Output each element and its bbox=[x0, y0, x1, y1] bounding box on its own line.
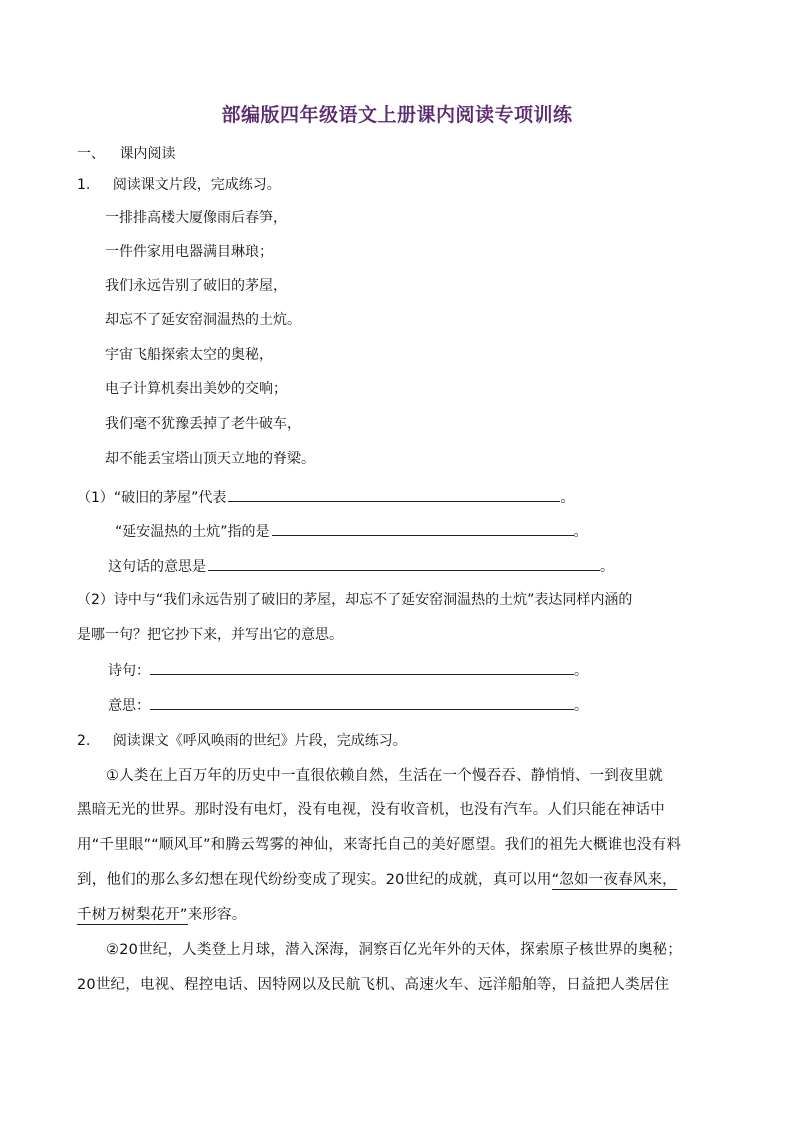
passage-line: ①人类在上百万年的历史中一直很依赖自然，生活在一个慢吞吞、静悄悄、一到夜里就 bbox=[106, 768, 664, 784]
question-number: 1. bbox=[77, 177, 91, 193]
meaning-answer-row bbox=[108, 694, 588, 716]
subquestion-2-line2: 是哪一句？把它抄下来，并写出它的意思。 bbox=[77, 627, 343, 643]
subquestion-1a bbox=[77, 486, 574, 508]
verse-answer-row bbox=[108, 659, 588, 681]
poem-line: 却不能丢宝塔山顶天立地的脊梁。 bbox=[105, 451, 315, 467]
question-number: 2. bbox=[77, 733, 91, 749]
answer-blank[interactable] bbox=[228, 486, 560, 502]
subquestion-prompt: “延安温热的土炕”指的是 bbox=[115, 524, 270, 540]
answer-blank[interactable] bbox=[272, 520, 574, 536]
meaning-label: 意思： bbox=[108, 698, 150, 714]
poem-line: 一排排高楼大厦像雨后春笋， bbox=[105, 210, 287, 226]
poem-line: 我们永远告别了破旧的茅屋， bbox=[105, 278, 287, 294]
section-label: 课内阅读 bbox=[119, 146, 176, 162]
section-number: 一、 bbox=[77, 146, 105, 162]
verse-label: 诗句： bbox=[108, 663, 150, 679]
passage-line: 用“千里眼”“顺风耳”和腾云驾雾的神仙，来寄托自己的美好愿望。我们的祖先大概谁也没有料 bbox=[77, 837, 682, 853]
subquestion-2-line1: （2）诗中与“我们永远告别了破旧的茅屋，却忘不了延安窑洞温热的土炕”表达同样内涵的 bbox=[77, 592, 633, 608]
poem-line: 却忘不了延安窑洞温热的土炕。 bbox=[105, 312, 301, 328]
subquestion-prompt: 这句话的意思是 bbox=[108, 559, 206, 575]
question-2-heading bbox=[77, 731, 407, 751]
question-1-heading bbox=[77, 175, 281, 195]
period: 。 bbox=[560, 490, 575, 506]
question-instruction: 阅读课文片段，完成练习。 bbox=[112, 177, 281, 193]
question-instruction: 阅读课文《呼风唤雨的世纪》片段，完成练习。 bbox=[112, 733, 407, 749]
subquestion-prompt: “破旧的茅屋”代表 bbox=[113, 490, 227, 506]
answer-blank[interactable] bbox=[208, 555, 600, 571]
passage-line bbox=[77, 870, 677, 890]
period: 。 bbox=[574, 663, 588, 679]
poem-line: 我们毫不犹豫丢掉了老牛破车， bbox=[105, 416, 301, 432]
passage-line: 黑暗无光的世界。那时没有电灯，没有电视，没有收音机，也没有汽车。人们只能在神话中 bbox=[77, 802, 665, 818]
subquestion-1c bbox=[108, 555, 614, 577]
passage-line bbox=[77, 905, 246, 925]
period: 。 bbox=[574, 698, 588, 714]
meaning-answer-blank[interactable] bbox=[150, 694, 574, 710]
subquestion-number: （1） bbox=[77, 490, 114, 506]
period: 。 bbox=[600, 559, 614, 575]
underlined-quote: 千树万树梨花开” bbox=[77, 907, 188, 923]
verse-answer-blank[interactable] bbox=[150, 659, 574, 675]
underlined-quote: “忽如一夜春风来， bbox=[551, 872, 677, 888]
passage-text: 到，他们的那么多幻想在现代纷纷变成了现实。20世纪的成就，真可以用 bbox=[77, 872, 552, 888]
poem-line: 宇宙飞船探索太空的奥秘， bbox=[105, 347, 273, 363]
passage-line: ②20世纪，人类登上月球，潜入深海，洞察百亿光年外的天体，探索原子核世界的奥秘； bbox=[106, 942, 682, 958]
section-heading bbox=[77, 144, 175, 164]
subquestion-1b bbox=[115, 520, 588, 542]
period: 。 bbox=[573, 524, 588, 540]
poem-line: 电子计算机奏出美妙的交响； bbox=[105, 381, 287, 397]
passage-text: 来形容。 bbox=[187, 907, 247, 923]
passage-line: 20世纪，电视、程控电话、因特网以及民航飞机、高速火车、远洋船舶等，日益把人类居住 bbox=[77, 977, 670, 993]
poem-line: 一件件家用电器满目琳琅； bbox=[105, 244, 273, 260]
page-title: 部编版四年级语文上册课内阅读专项训练 bbox=[221, 104, 573, 126]
